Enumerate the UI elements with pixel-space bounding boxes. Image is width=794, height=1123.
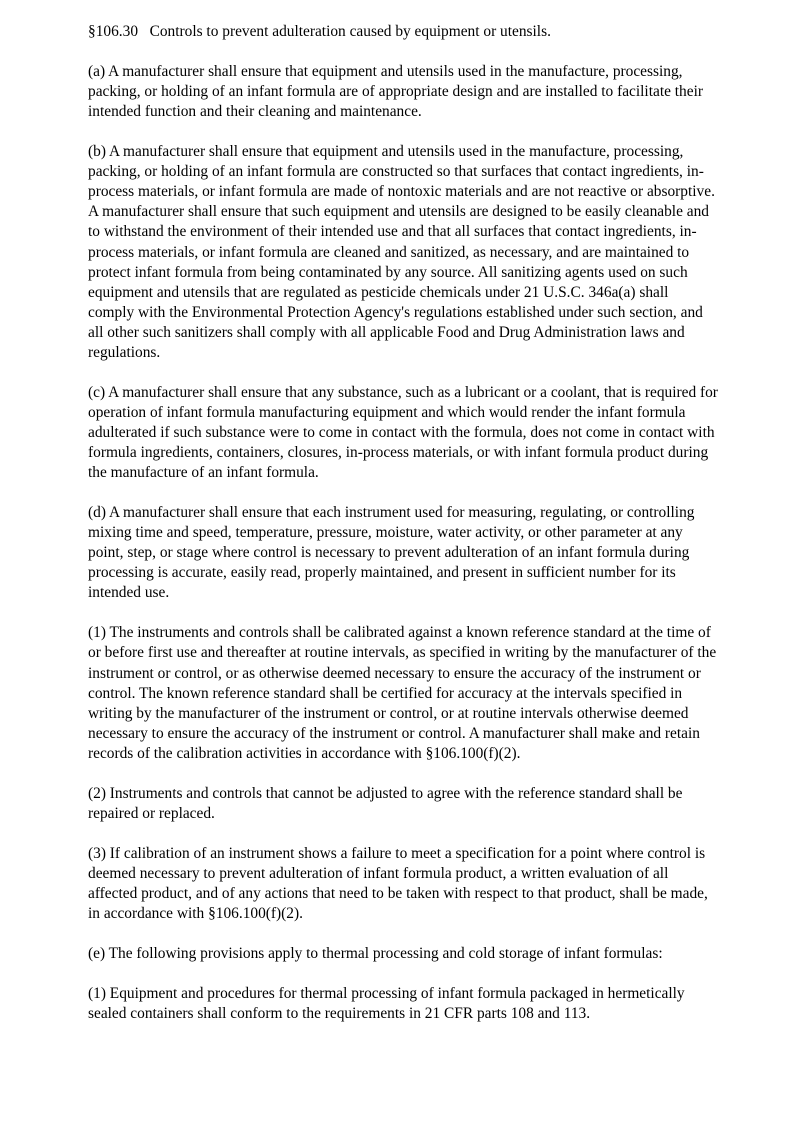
paragraph-a: (a) A manufacturer shall ensure that equipment and utensils used in the manufacture, processing, packing, or holding of an infant formula are of appropriate design and are installed to facilitate their intended function and their cleaning and maintenance. [88, 63, 703, 121]
paragraph-d-3: (3) If calibration of an instrument shows a failure to meet a specification for a point where control is deemed necessary to prevent adulteration of infant formula product, a written evaluation of all affected product, and of any actions that need to be taken with respect to that product, shall be made, in accordance with §106.100(f)(2). [88, 844, 708, 923]
paragraph-d-2: (2) Instruments and controls that cannot be adjusted to agree with the reference standard shall be repaired or replaced. [88, 784, 683, 822]
paragraph-e: (e) The following provisions apply to thermal processing and cold storage of infant formulas: [88, 945, 663, 963]
paragraph-d: (d) A manufacturer shall ensure that each instrument used for measuring, regulating, or controlling mixing time and speed, temperature, pressure, moisture, water activity, or other parameter at any point, step, or stage where control is necessary to prevent adulteration of an infant formula during processing is accurate, easily read, properly maintained, and present in sufficient number for its intended use. [88, 504, 695, 602]
section-heading: §106.30 Controls to prevent adulteration caused by equipment or utensils. [88, 23, 551, 40]
document-page [88, 22, 718, 1044]
paragraph-c: (c) A manufacturer shall ensure that any substance, such as a lubricant or a coolant, that is required for operation of infant formula manufacturing equipment and which would render the infant formula adulterated if such substance were to come in contact with the formula, does not come in contact with formula ingredients, containers, closures, in-process materials, or with infant formula product during the manufacture of an infant formula. [88, 383, 718, 482]
paragraph-b: (b) A manufacturer shall ensure that equipment and utensils used in the manufacture, processing, packing, or holding of an infant formula are constructed so that surfaces that contact ingredients, in-process materials, or infant formula are made of nontoxic materials and are not reactive or absorptive. A manufacturer shall ensure that such equipment and utensils are designed to be easily cleanable and to withstand the environment of their intended use and that all surfaces that contact ingredients, in-process materials, or infant formula are cleaned and sanitized, as necessary, and are maintained to protect infant formula from being contaminated by any source. All sanitizing agents used on such equipment and utensils that are regulated as pesticide chemicals under 21 U.S.C. 346a(a) shall comply with the Environmental Protection Agency's regulations established under such section, and all other such sanitizers shall comply with all applicable Food and Drug Administration laws and regulations. [88, 143, 715, 361]
paragraph-e-1: (1) Equipment and procedures for thermal processing of infant formula packaged in hermetically sealed containers shall conform to the requirements in 21 CFR parts 108 and 113. [88, 985, 685, 1023]
paragraph-d-1: (1) The instruments and controls shall be calibrated against a known reference standard at the time of or before first use and thereafter at routine intervals, as specified in writing by the manufacturer of the instrument or control, or as otherwise deemed necessary to ensure the accuracy of the instrument or control. The known reference standard shall be certified for accuracy at the intervals specified in writing by the manufacturer of the instrument or control, or at routine intervals otherwise deemed necessary to ensure the accuracy of the instrument or control. A manufacturer shall make and retain records of the calibration activities in accordance with §106.100(f)(2). [88, 624, 717, 762]
